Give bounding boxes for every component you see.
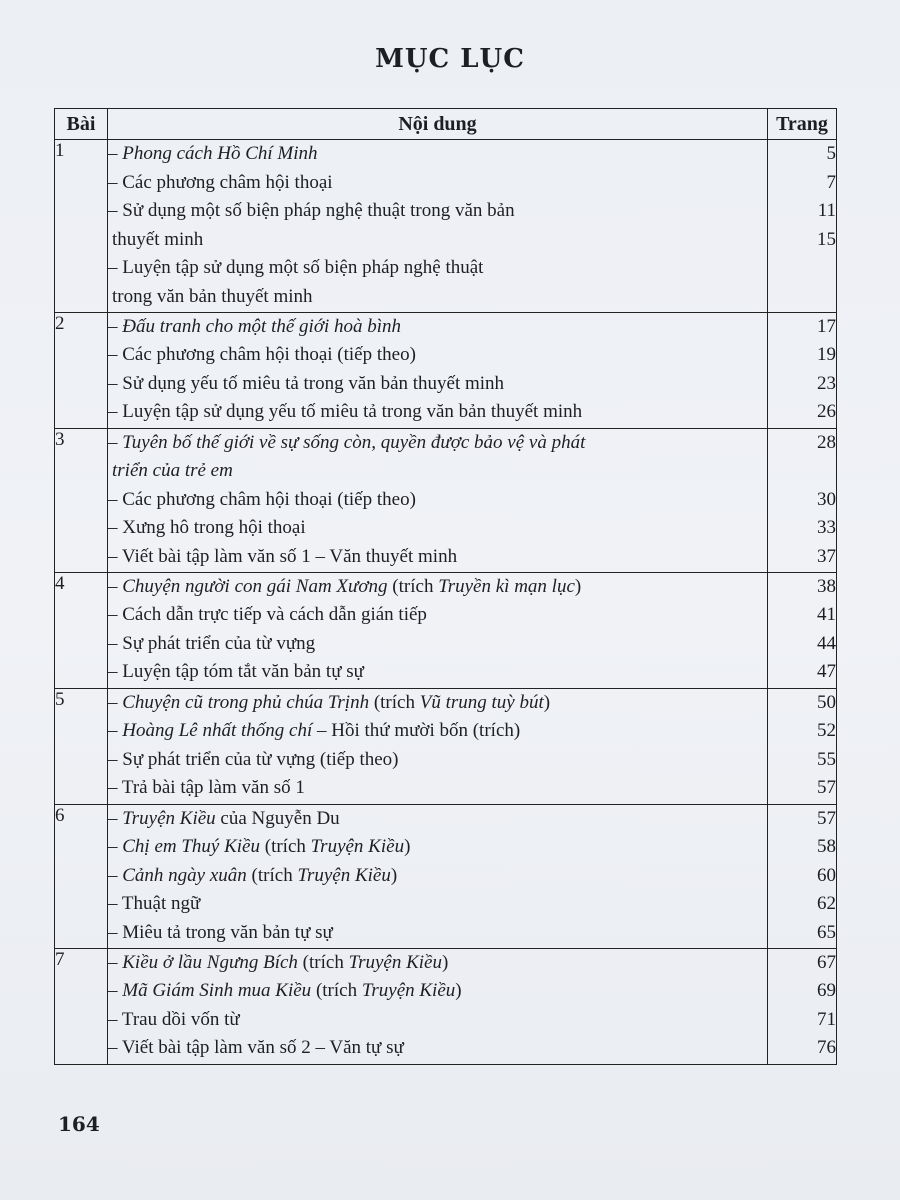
lesson-row [55,572,837,688]
entry-italic-text: Truyện Kiều [122,807,216,829]
entry-line: thuyết minh [112,228,204,250]
page-ref: 65 [817,921,836,943]
page-ref: 71 [817,1008,836,1030]
toc-entry [108,254,767,311]
entry-text: – Trả bài tập làm văn số 1 [108,777,305,799]
entry-line [108,573,767,602]
entry-text: – [108,951,123,973]
lesson-number: 5 [55,688,108,804]
toc-entry [108,601,767,630]
table-header-row [55,109,837,140]
entry-text: (trích [297,951,349,973]
page-ref: 52 [817,720,836,742]
entry-line [108,486,767,515]
lesson-number: 4 [55,572,108,688]
page-ref: 23 [817,372,836,394]
page-ref: 69 [817,980,836,1002]
entry-line: triển của trẻ em [112,460,233,482]
entry-text: ) [543,691,551,713]
page-ref: 76 [817,1037,836,1059]
entry-italic-text: Hoàng Lê nhất thống chí [122,720,313,742]
entry-text: – Thuật ngữ [108,893,201,915]
lesson-pages [768,428,837,572]
page-ref: 28 [817,431,836,453]
entry-line [108,658,767,687]
page-ref: 33 [817,517,836,539]
toc-entry [108,398,767,427]
toc-entry [108,977,767,1006]
entry-italic-text: Phong cách Hồ Chí Minh [122,143,318,164]
entry-text: – Cách dẫn trực tiếp và cách dẫn gián tiếp [108,604,427,626]
lesson-contents [108,948,768,1064]
entry-italic-text: Mã Giám Sinh mua Kiều [122,980,312,1002]
entry-line [108,543,767,572]
entry-line [108,805,767,834]
entry-text: (trích [311,980,362,1002]
entry-line [108,398,767,427]
table-of-contents [54,108,837,1065]
entry-line [108,774,767,803]
toc-entry [108,949,767,978]
entry-italic-text: Đấu tranh cho một thế giới hoà bình [122,315,402,337]
lesson-row [55,140,837,313]
toc-entry [108,486,767,515]
entry-italic-text: Chuyện người con gái Nam Xương [122,575,388,597]
entry-italic-text: Truyện Kiều [361,980,456,1002]
toc-entry [108,862,767,891]
entry-text: ) [404,836,411,858]
lesson-contents [108,572,768,688]
lesson-row [55,312,837,428]
lesson-pages [768,312,837,428]
page-ref: 19 [817,344,836,366]
lesson-row [55,804,837,948]
page-ref: 11 [817,200,836,222]
entry-text: của Nguyễn Du [215,807,340,829]
entry-text: – Miêu tả trong văn bản tự sự [108,921,333,943]
entry-italic-text: Truyện Kiều [297,864,391,886]
toc-entry [108,833,767,862]
lesson-row [55,688,837,804]
page-number: 164 [58,1112,100,1136]
entry-text: (trích [260,836,311,858]
entry-line [108,140,767,169]
toc-entry [108,1034,767,1063]
entry-text: – [108,836,123,858]
toc-entry [108,746,767,775]
page-title: MỤC LỤC [375,44,525,74]
entry-italic-text: Truyện Kiều [348,951,442,973]
entry-line [108,717,767,746]
page-ref: 44 [817,632,836,654]
toc-entry [108,919,767,948]
toc-entry [108,658,767,687]
toc-entry [108,717,767,746]
page-ref: 38 [817,575,836,597]
lesson-contents [108,688,768,804]
entry-text: – Xưng hô trong hội thoại [108,517,306,539]
page-ref: 62 [817,893,836,915]
toc-entry [108,370,767,399]
entry-text: – Luyện tập sử dụng yếu tố miêu tả trong văn bản thuyết minh [108,401,583,423]
entry-text: ) [574,575,582,597]
toc-entry [108,429,767,486]
entry-line: – Sử dụng một số biện pháp nghệ thuật trong văn bản [108,200,515,222]
entry-line [108,977,767,1006]
entry-italic-text: Chuyện cũ trong phủ chúa Trịnh [122,691,370,713]
toc-entry [108,1006,767,1035]
page-ref: 55 [817,748,836,770]
lesson-number: 3 [55,428,108,572]
entry-line [108,1006,767,1035]
entry-text: (trích [387,575,439,597]
entry-line [108,630,767,659]
entry-text: – Các phương châm hội thoại (tiếp theo) [108,488,416,510]
page-ref: 41 [817,604,836,626]
toc-entry [108,543,767,572]
lesson-contents [108,428,768,572]
page-ref: 57 [817,807,836,829]
entry-line: – Tuyên bố thế giới về sự sống còn, quyền được bảo vệ và phát [108,431,586,453]
page-ref: 58 [817,836,836,858]
lesson-number: 7 [55,948,108,1064]
page-ref: 7 [826,171,836,193]
lesson-pages [768,572,837,688]
entry-line: – Luyện tập sử dụng một số biện pháp nghệ thuật [108,257,484,279]
entry-line [108,949,767,978]
lesson-pages [768,140,837,313]
page-ref: 37 [817,545,836,567]
page-ref: 30 [817,488,836,510]
entry-line [108,341,767,370]
lesson-row [55,428,837,572]
lesson-number: 6 [55,804,108,948]
header-page: Trang [768,109,837,140]
entry-text: – Luyện tập tóm tắt văn bản tự sự [108,661,364,683]
toc-entry [108,805,767,834]
toc-entry [108,689,767,718]
page-ref: 5 [826,143,836,164]
entry-italic-text: Cảnh ngày xuân [122,864,247,886]
lesson-contents [108,140,768,313]
lesson-number: 2 [55,312,108,428]
entry-line [108,169,767,198]
toc-entry [108,890,767,919]
entry-line [108,313,767,342]
lesson-row [55,948,837,1064]
page-ref: 17 [817,315,836,337]
page-ref: 50 [817,691,836,713]
entry-text: – Sự phát triển của từ vựng (tiếp theo) [108,748,399,770]
entry-text: ) [442,951,449,973]
entry-text: – Viết bài tập làm văn số 2 – Văn tự sự [108,1037,404,1059]
entry-line [108,601,767,630]
entry-text: (trích [369,691,420,713]
toc-entry [108,341,767,370]
entry-line [108,746,767,775]
entry-line [108,514,767,543]
entry-line [108,370,767,399]
toc-entry [108,630,767,659]
lesson-contents [108,804,768,948]
entry-line [108,862,767,891]
entry-text: – Sự phát triển của từ vựng [108,632,316,654]
toc-entry [108,573,767,602]
entry-line [108,689,767,718]
entry-text: – Sử dụng yếu tố miêu tả trong văn bản thuyết minh [108,372,505,394]
entry-text: ) [390,864,398,886]
lesson-contents [108,312,768,428]
toc-entry [108,197,767,254]
lesson-pages [768,948,837,1064]
page-ref: 26 [817,401,836,423]
entry-text: – [108,807,123,829]
lesson-pages [768,688,837,804]
page-ref: 15 [817,228,836,250]
entry-text: – [108,575,123,597]
page-ref: 47 [817,661,836,683]
entry-italic-text: Kiều ở lầu Ngưng Bích [122,951,298,973]
entry-text: – [108,980,123,1002]
page-spacer [768,457,836,486]
entry-text: – [108,720,123,742]
entry-text: – Viết bài tập làm văn số 1 – Văn thuyết minh [108,545,458,567]
entry-text: – Các phương châm hội thoại (tiếp theo) [108,344,416,366]
lesson-pages [768,804,837,948]
entry-line [108,1034,767,1063]
entry-italic-text: Chị em Thuý Kiều [122,836,260,858]
header-content: Nội dung [108,109,768,140]
page-ref: 57 [817,777,836,799]
entry-italic-text: Truyền kì mạn lục [438,575,575,597]
lesson-number: 1 [55,140,108,313]
toc-entry [108,169,767,198]
header-bai: Bài [55,109,108,140]
entry-line: trong văn bản thuyết minh [112,285,313,307]
entry-text: – [108,864,123,886]
entry-line [108,919,767,948]
entry-text: – Hồi thứ mười bốn (trích) [312,720,521,742]
entry-text: – [108,315,123,337]
toc-entry [108,140,767,169]
entry-text: – [108,143,123,164]
entry-italic-text: Vũ trung tuỳ bút [419,691,544,713]
entry-line [108,833,767,862]
entry-text: – Các phương châm hội thoại [108,171,333,193]
toc-entry [108,774,767,803]
entry-text: – [108,691,123,713]
entry-line [108,890,767,919]
page-ref: 67 [817,951,836,973]
toc-entry [108,514,767,543]
entry-text: – Trau dồi vốn từ [108,1008,240,1030]
entry-text: ) [455,980,462,1002]
entry-text: (trích [246,864,298,886]
toc-body [55,140,837,1065]
entry-italic-text: Truyện Kiều [310,836,405,858]
toc-entry [108,313,767,342]
page-ref: 60 [817,864,836,886]
